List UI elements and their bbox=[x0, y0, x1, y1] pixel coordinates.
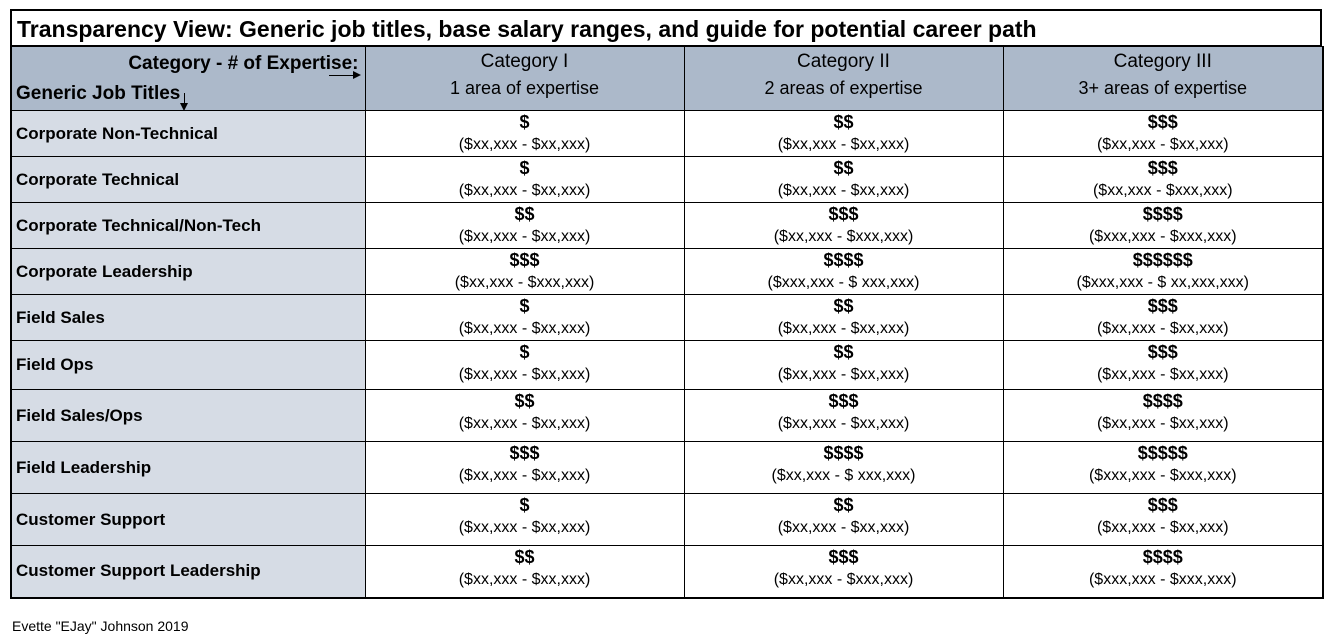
salary-range: ($xx,xxx - $xx,xxx) bbox=[458, 182, 591, 199]
salary-cell bbox=[1003, 249, 1323, 295]
salary-level: $ bbox=[519, 158, 530, 178]
salary-cell bbox=[365, 546, 684, 598]
salary-level: $$ bbox=[514, 547, 535, 567]
salary-range: ($xx,xxx - $xx,xxx) bbox=[1096, 415, 1229, 432]
table-row bbox=[11, 249, 1323, 295]
salary-range: ($xxx,xxx - $xxx,xxx) bbox=[1088, 467, 1237, 484]
salary-cell bbox=[365, 494, 684, 546]
salary-cell bbox=[1003, 203, 1323, 249]
salary-cell bbox=[684, 295, 1003, 341]
job-title: Field Sales bbox=[11, 295, 365, 341]
salary-cell bbox=[1003, 341, 1323, 390]
salary-sheet bbox=[10, 9, 1322, 599]
salary-level: $$ bbox=[833, 495, 854, 515]
salary-cell bbox=[684, 546, 1003, 598]
salary-range: ($xx,xxx - $xx,xxx) bbox=[458, 366, 591, 383]
salary-cell bbox=[365, 442, 684, 494]
salary-cell bbox=[365, 341, 684, 390]
category-desc: 1 area of expertise bbox=[449, 78, 600, 98]
salary-cell bbox=[684, 341, 1003, 390]
salary-level: $ bbox=[519, 112, 530, 132]
salary-level: $$ bbox=[514, 391, 535, 411]
salary-level: $$ bbox=[514, 204, 535, 224]
salary-level: $$$ bbox=[1147, 112, 1178, 132]
salary-range: ($xx,xxx - $xx,xxx) bbox=[777, 415, 910, 432]
salary-level: $$ bbox=[833, 112, 854, 132]
job-title: Field Leadership bbox=[11, 442, 365, 494]
category-header-1 bbox=[365, 47, 684, 111]
salary-range: ($xx,xxx - $xx,xxx) bbox=[777, 136, 910, 153]
salary-range: ($xx,xxx - $xx,xxx) bbox=[1096, 366, 1229, 383]
salary-cell bbox=[1003, 111, 1323, 157]
salary-range: ($xx,xxx - $xxx,xxx) bbox=[1092, 182, 1233, 199]
arrow-down-icon bbox=[184, 93, 185, 107]
salary-table bbox=[10, 46, 1324, 599]
table-row bbox=[11, 546, 1323, 598]
salary-range: ($xxx,xxx - $ xxx,xxx) bbox=[767, 274, 920, 291]
salary-range: ($xx,xxx - $xx,xxx) bbox=[777, 519, 910, 536]
salary-cell bbox=[365, 157, 684, 203]
salary-range: ($xx,xxx - $xxx,xxx) bbox=[454, 274, 595, 291]
salary-range: ($xx,xxx - $xx,xxx) bbox=[458, 519, 591, 536]
salary-range: ($xx,xxx - $xxx,xxx) bbox=[773, 571, 914, 588]
salary-level: $$$ bbox=[828, 204, 859, 224]
salary-cell bbox=[684, 390, 1003, 442]
salary-level: $ bbox=[519, 342, 530, 362]
salary-level: $$ bbox=[833, 342, 854, 362]
table-row bbox=[11, 157, 1323, 203]
salary-cell bbox=[365, 111, 684, 157]
category-name: Category I bbox=[480, 51, 569, 72]
salary-cell bbox=[1003, 157, 1323, 203]
table-row bbox=[11, 295, 1323, 341]
table-row bbox=[11, 442, 1323, 494]
salary-range: ($xx,xxx - $xx,xxx) bbox=[458, 467, 591, 484]
header-row bbox=[11, 47, 1323, 111]
job-title: Corporate Non-Technical bbox=[11, 111, 365, 157]
salary-cell bbox=[684, 494, 1003, 546]
salary-range: ($xxx,xxx - $xxx,xxx) bbox=[1088, 571, 1237, 588]
job-axis-label: Generic Job Titles bbox=[16, 83, 181, 104]
author-credit: Evette "EJay" Johnson 2019 bbox=[12, 618, 189, 634]
category-desc: 2 areas of expertise bbox=[764, 78, 923, 98]
salary-range: ($xx,xxx - $xx,xxx) bbox=[458, 415, 591, 432]
salary-level: $$$$ bbox=[823, 250, 864, 270]
salary-range: ($xx,xxx - $xx,xxx) bbox=[777, 366, 910, 383]
salary-cell bbox=[365, 295, 684, 341]
salary-level: $$$ bbox=[1147, 296, 1178, 316]
salary-cell bbox=[365, 390, 684, 442]
salary-cell bbox=[684, 442, 1003, 494]
job-title: Field Ops bbox=[11, 341, 365, 390]
category-header-2 bbox=[684, 47, 1003, 111]
salary-range: ($xx,xxx - $xx,xxx) bbox=[1096, 519, 1229, 536]
job-title: Corporate Leadership bbox=[11, 249, 365, 295]
salary-range: ($xx,xxx - $xx,xxx) bbox=[458, 571, 591, 588]
salary-level: $$$$ bbox=[823, 443, 864, 463]
salary-cell bbox=[1003, 546, 1323, 598]
salary-cell bbox=[684, 157, 1003, 203]
salary-cell bbox=[1003, 295, 1323, 341]
salary-cell bbox=[365, 203, 684, 249]
salary-range: ($xx,xxx - $xx,xxx) bbox=[458, 136, 591, 153]
category-header-3 bbox=[1003, 47, 1323, 111]
salary-level: $$ bbox=[833, 158, 854, 178]
job-title: Corporate Technical bbox=[11, 157, 365, 203]
table-row bbox=[11, 111, 1323, 157]
salary-cell bbox=[684, 203, 1003, 249]
salary-range: ($xx,xxx - $xx,xxx) bbox=[1096, 320, 1229, 337]
table-row bbox=[11, 494, 1323, 546]
salary-level: $$ bbox=[833, 296, 854, 316]
table-row bbox=[11, 341, 1323, 390]
salary-level: $$$$ bbox=[1142, 547, 1183, 567]
job-title: Corporate Technical/Non-Tech bbox=[11, 203, 365, 249]
salary-level: $$$ bbox=[828, 391, 859, 411]
salary-range: ($xxx,xxx - $xxx,xxx) bbox=[1088, 228, 1237, 245]
salary-cell bbox=[1003, 494, 1323, 546]
salary-level: $$$$$ bbox=[1137, 443, 1188, 463]
sheet-title: Transparency View: Generic job titles, base salary ranges, and guide for potential career path bbox=[10, 9, 1322, 46]
job-title: Customer Support bbox=[11, 494, 365, 546]
salary-cell bbox=[684, 249, 1003, 295]
salary-level: $ bbox=[519, 296, 530, 316]
salary-level: $$$$ bbox=[1142, 391, 1183, 411]
table-row bbox=[11, 390, 1323, 442]
salary-level: $$$ bbox=[1147, 158, 1178, 178]
salary-cell bbox=[684, 111, 1003, 157]
salary-level: $$$ bbox=[828, 547, 859, 567]
category-name: Category III bbox=[1113, 51, 1212, 72]
salary-range: ($xx,xxx - $ xxx,xxx) bbox=[771, 467, 916, 484]
salary-range: ($xx,xxx - $xx,xxx) bbox=[1096, 136, 1229, 153]
salary-cell bbox=[1003, 390, 1323, 442]
salary-level: $ bbox=[519, 495, 530, 515]
salary-range: ($xx,xxx - $xx,xxx) bbox=[777, 320, 910, 337]
category-desc: 3+ areas of expertise bbox=[1078, 78, 1248, 98]
salary-level: $$$$$$ bbox=[1132, 250, 1193, 270]
job-title: Field Sales/Ops bbox=[11, 390, 365, 442]
arrow-right-icon bbox=[329, 75, 359, 76]
salary-level: $$$ bbox=[1147, 495, 1178, 515]
category-name: Category II bbox=[797, 51, 890, 72]
category-axis-label: Category - # of Expertise: bbox=[128, 53, 359, 74]
salary-cell bbox=[1003, 442, 1323, 494]
salary-level: $$$ bbox=[509, 250, 540, 270]
job-title: Customer Support Leadership bbox=[11, 546, 365, 598]
salary-range: ($xx,xxx - $xx,xxx) bbox=[458, 320, 591, 337]
salary-range: ($xxx,xxx - $ xx,xxx,xxx) bbox=[1076, 274, 1249, 291]
corner-header bbox=[11, 47, 365, 111]
salary-range: ($xx,xxx - $xxx,xxx) bbox=[773, 228, 914, 245]
salary-level: $$$ bbox=[1147, 342, 1178, 362]
salary-range: ($xx,xxx - $xx,xxx) bbox=[458, 228, 591, 245]
table-row bbox=[11, 203, 1323, 249]
salary-level: $$$$ bbox=[1142, 204, 1183, 224]
salary-level: $$$ bbox=[509, 443, 540, 463]
salary-range: ($xx,xxx - $xx,xxx) bbox=[777, 182, 910, 199]
salary-cell bbox=[365, 249, 684, 295]
